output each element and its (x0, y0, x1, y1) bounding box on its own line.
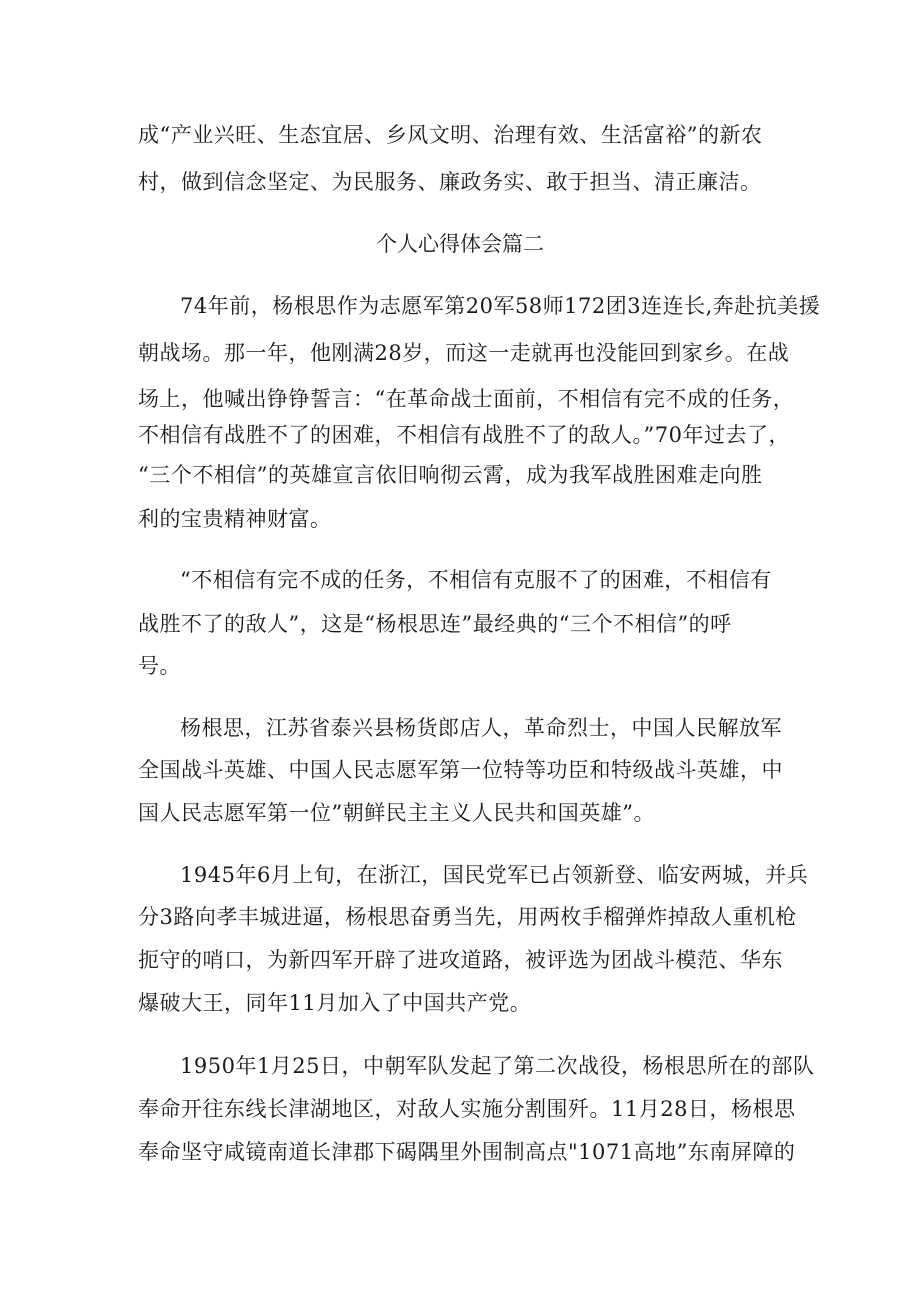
paragraph-line: 爆破大王，同年11月加入了中国共产党。 (138, 991, 532, 1015)
paragraph-line: 利的宝贵精神财富。 (138, 507, 332, 531)
paragraph-line: 场上，他喊出铮铮誓言：“在革命战士面前，不相信有完不成的任务， (138, 387, 795, 411)
paragraph-line: “不相信有完不成的任务，不相信有克服不了的困难，不相信有 (180, 568, 772, 592)
intro-line: 村，做到信念坚定、为民服务、廉政务实、敢于担当、清正廉洁。 (138, 170, 762, 194)
paragraph-line: 1945年6月上旬，在浙江，国民党军已占领新登、临安两城，并兵 (180, 863, 809, 887)
paragraph-line: 奉命坚守咸镜南道长津郡下碣隅里外围制高点"1071高地”东南屏障的 (138, 1140, 796, 1164)
paragraph-line: 杨根思，江苏省泰兴县杨货郎店人，革命烈士，中国人民解放军 (180, 716, 782, 740)
paragraph-line: 74年前，杨根思作为志愿军第20军58师172团3连连长,奔赴抗美援 (180, 294, 821, 318)
paragraph-line: 1950年1月25日，中朝军队发起了第二次战役，杨根思所在的部队 (180, 1054, 815, 1078)
section-heading: 个人心得体会篇二 (376, 232, 544, 256)
paragraph-line: 不相信有战胜不了的困难，不相信有战胜不了的敌人。”70年过去了， (138, 423, 790, 447)
paragraph-line: 奉命开往东线长津湖地区，对敌人实施分割围歼。11月28日，杨根思 (138, 1097, 796, 1121)
intro-line: 成“产业兴旺、生态宜居、乡风文明、治理有效、生活富裕”的新农 (138, 123, 763, 147)
paragraph-line: 分3路向孝丰城进逼，杨根思奋勇当先，用两枚手榴弹炸掉敌人重机枪 (138, 905, 797, 929)
paragraph-line: 号。 (138, 654, 181, 678)
paragraph-line: 国人民志愿军第一位”朝鲜民主主义人民共和国英雄”。 (138, 801, 655, 825)
paragraph-line: 扼守的哨口，为新四军开辟了进攻道路，被评选为团战斗模范、华东 (138, 948, 783, 972)
paragraph-line: 战胜不了的敌人”，这是“杨根思连”最经典的“三个不相信”的呼 (138, 612, 732, 636)
paragraph-line: 全国战斗英雄、中国人民志愿军第一位特等功臣和特级战斗英雄，中 (138, 758, 783, 782)
paragraph-line: 朝战场。那一年，他刚满28岁，而这一走就再也没能回到家乡。在战 (138, 341, 790, 365)
paragraph-line: “三个不相信”的英雄宣言依旧响彻云霄，成为我军战胜困难走向胜 (138, 463, 763, 487)
